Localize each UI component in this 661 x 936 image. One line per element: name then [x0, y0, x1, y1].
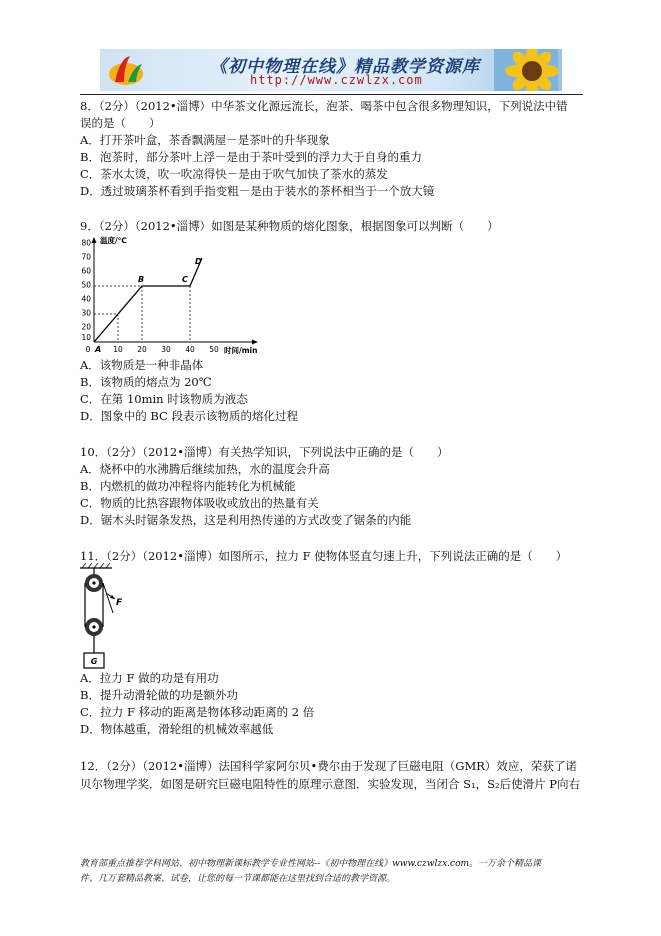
q11-option-d: D．物体越重，滑轮组的机械效率越低 [80, 722, 274, 736]
q9-option-c: C．在第 10min 时该物质为液态 [80, 392, 248, 406]
force-label: F [116, 598, 123, 608]
y-tick-label: 80 [81, 238, 91, 248]
q12-stem-line2: 贝尔物理学奖．如图是研究巨磁电阻特性的原理示意图．实验发现，当闭合 S₁，S₂后使滑片 P向右 [80, 777, 581, 791]
pulley-figure [78, 563, 138, 671]
weight-label: G [90, 657, 98, 666]
q8-stem-line2: 误的是（ ） [80, 116, 161, 130]
q8-option-c: C．茶水太烫，吹一吹凉得快－是由于吹气加快了茶水的蒸发 [80, 167, 388, 181]
melting-graph [78, 234, 268, 356]
q11-option-c: C．拉力 F 移动的距离是物体移动距离的 2 倍 [80, 705, 315, 719]
x-tick-label: 50 [209, 345, 219, 354]
point-label-a: A [95, 345, 102, 354]
y-tick-label: 60 [81, 266, 91, 276]
y-tick-label: 50 [81, 280, 91, 290]
origin-label: 0 [85, 345, 91, 354]
header-rule [80, 94, 583, 95]
q10-option-c: C．物质的比热容跟物体吸收或放出的热量有关 [80, 496, 319, 510]
y-tick-label: 70 [81, 252, 91, 262]
q10-option-d: D．锯木头时锯条发热，这是利用热传递的方式改变了锯条的内能 [80, 513, 412, 527]
q11-option-a: A．拉力 F 做的功是有用功 [80, 671, 219, 685]
q10-option-a: A．烧杯中的水沸腾后继续加热，水的温度会升高 [80, 462, 330, 476]
x-tick-label: 10 [113, 345, 123, 354]
y-tick-label: 20 [81, 322, 91, 332]
point-label-b: B [138, 275, 145, 284]
q11-option-b: B．提升动滑轮做的功是额外功 [80, 688, 238, 702]
site-logo-icon [106, 52, 146, 88]
q11-stem: 11．（2分）（2012•淄博）如图所示，拉力 F 使物体竖直匀速上升，下列说法正确的是（ ） [80, 549, 568, 563]
x-tick-label: 20 [137, 345, 147, 354]
q10-option-b: B．内燃机的做功冲程将内能转化为机械能 [80, 479, 296, 493]
q9-option-a: A．该物质是一种非晶体 [80, 358, 204, 372]
q9-stem: 9．（2分）（2012•淄博）如图是某种物质的熔化图象，根据图象可以判断（ ） [80, 219, 499, 233]
header-banner [100, 49, 562, 91]
q9-option-b: B．该物质的熔点为 20℃ [80, 375, 212, 389]
q8-option-b: B．泡茶时，部分茶叶上浮－是由于茶叶受到的浮力大于自身的重力 [80, 150, 422, 164]
page-footer [80, 857, 583, 887]
x-tick-label: 40 [185, 345, 195, 354]
q9-option-d: D．图象中的 BC 段表示该物质的熔化过程 [80, 409, 298, 423]
y-tick-label: 30 [81, 308, 91, 318]
x-axis-label: 时间/min [224, 346, 258, 355]
q8-option-a: A．打开茶叶盒，茶香飘满屋－是茶叶的升华现象 [80, 133, 330, 147]
footer-line1: 教育部重点推荐学科网站、初中物理新课标教学专业性网站--《初中物理在线》www.czwlzx.com。一万余个精品课 [80, 859, 542, 869]
q8-option-d: D．透过玻璃茶杯看到手指变粗－是由于装水的茶杯相当于一个放大镜 [80, 184, 435, 198]
banner-title: 《初中物理在线》精品教学资源库 [210, 57, 480, 77]
x-tick-label: 30 [161, 345, 171, 354]
y-axis-label: 温度/℃ [100, 236, 127, 245]
point-label-d: D [195, 257, 202, 266]
q8-stem-line1: 8．（2分）（2012•淄博）中华茶文化源远流长，泡茶、喝茶中包含很多物理知识，下列说法中错 [80, 99, 568, 113]
banner-url[interactable]: http://www.czwlzx.com [250, 73, 423, 87]
sunflower-icon [494, 49, 558, 91]
footer-line2: 件、几万套精品教案、试卷，让您的每一节课都能在这里找到合适的教学资源。 [80, 874, 396, 884]
y-tick-label: 40 [81, 294, 91, 304]
q10-stem: 10．（2分）（2012•淄博）有关热学知识，下列说法中正确的是（ ） [80, 445, 449, 459]
q12-stem-line1: 12．（2分）（2012•淄博）法国科学家阿尔贝•费尔由于发现了巨磁电阻（GMR）效应，荣获了诺 [80, 759, 577, 773]
y-tick-label: 10 [81, 333, 91, 342]
point-label-c: C [182, 275, 188, 284]
